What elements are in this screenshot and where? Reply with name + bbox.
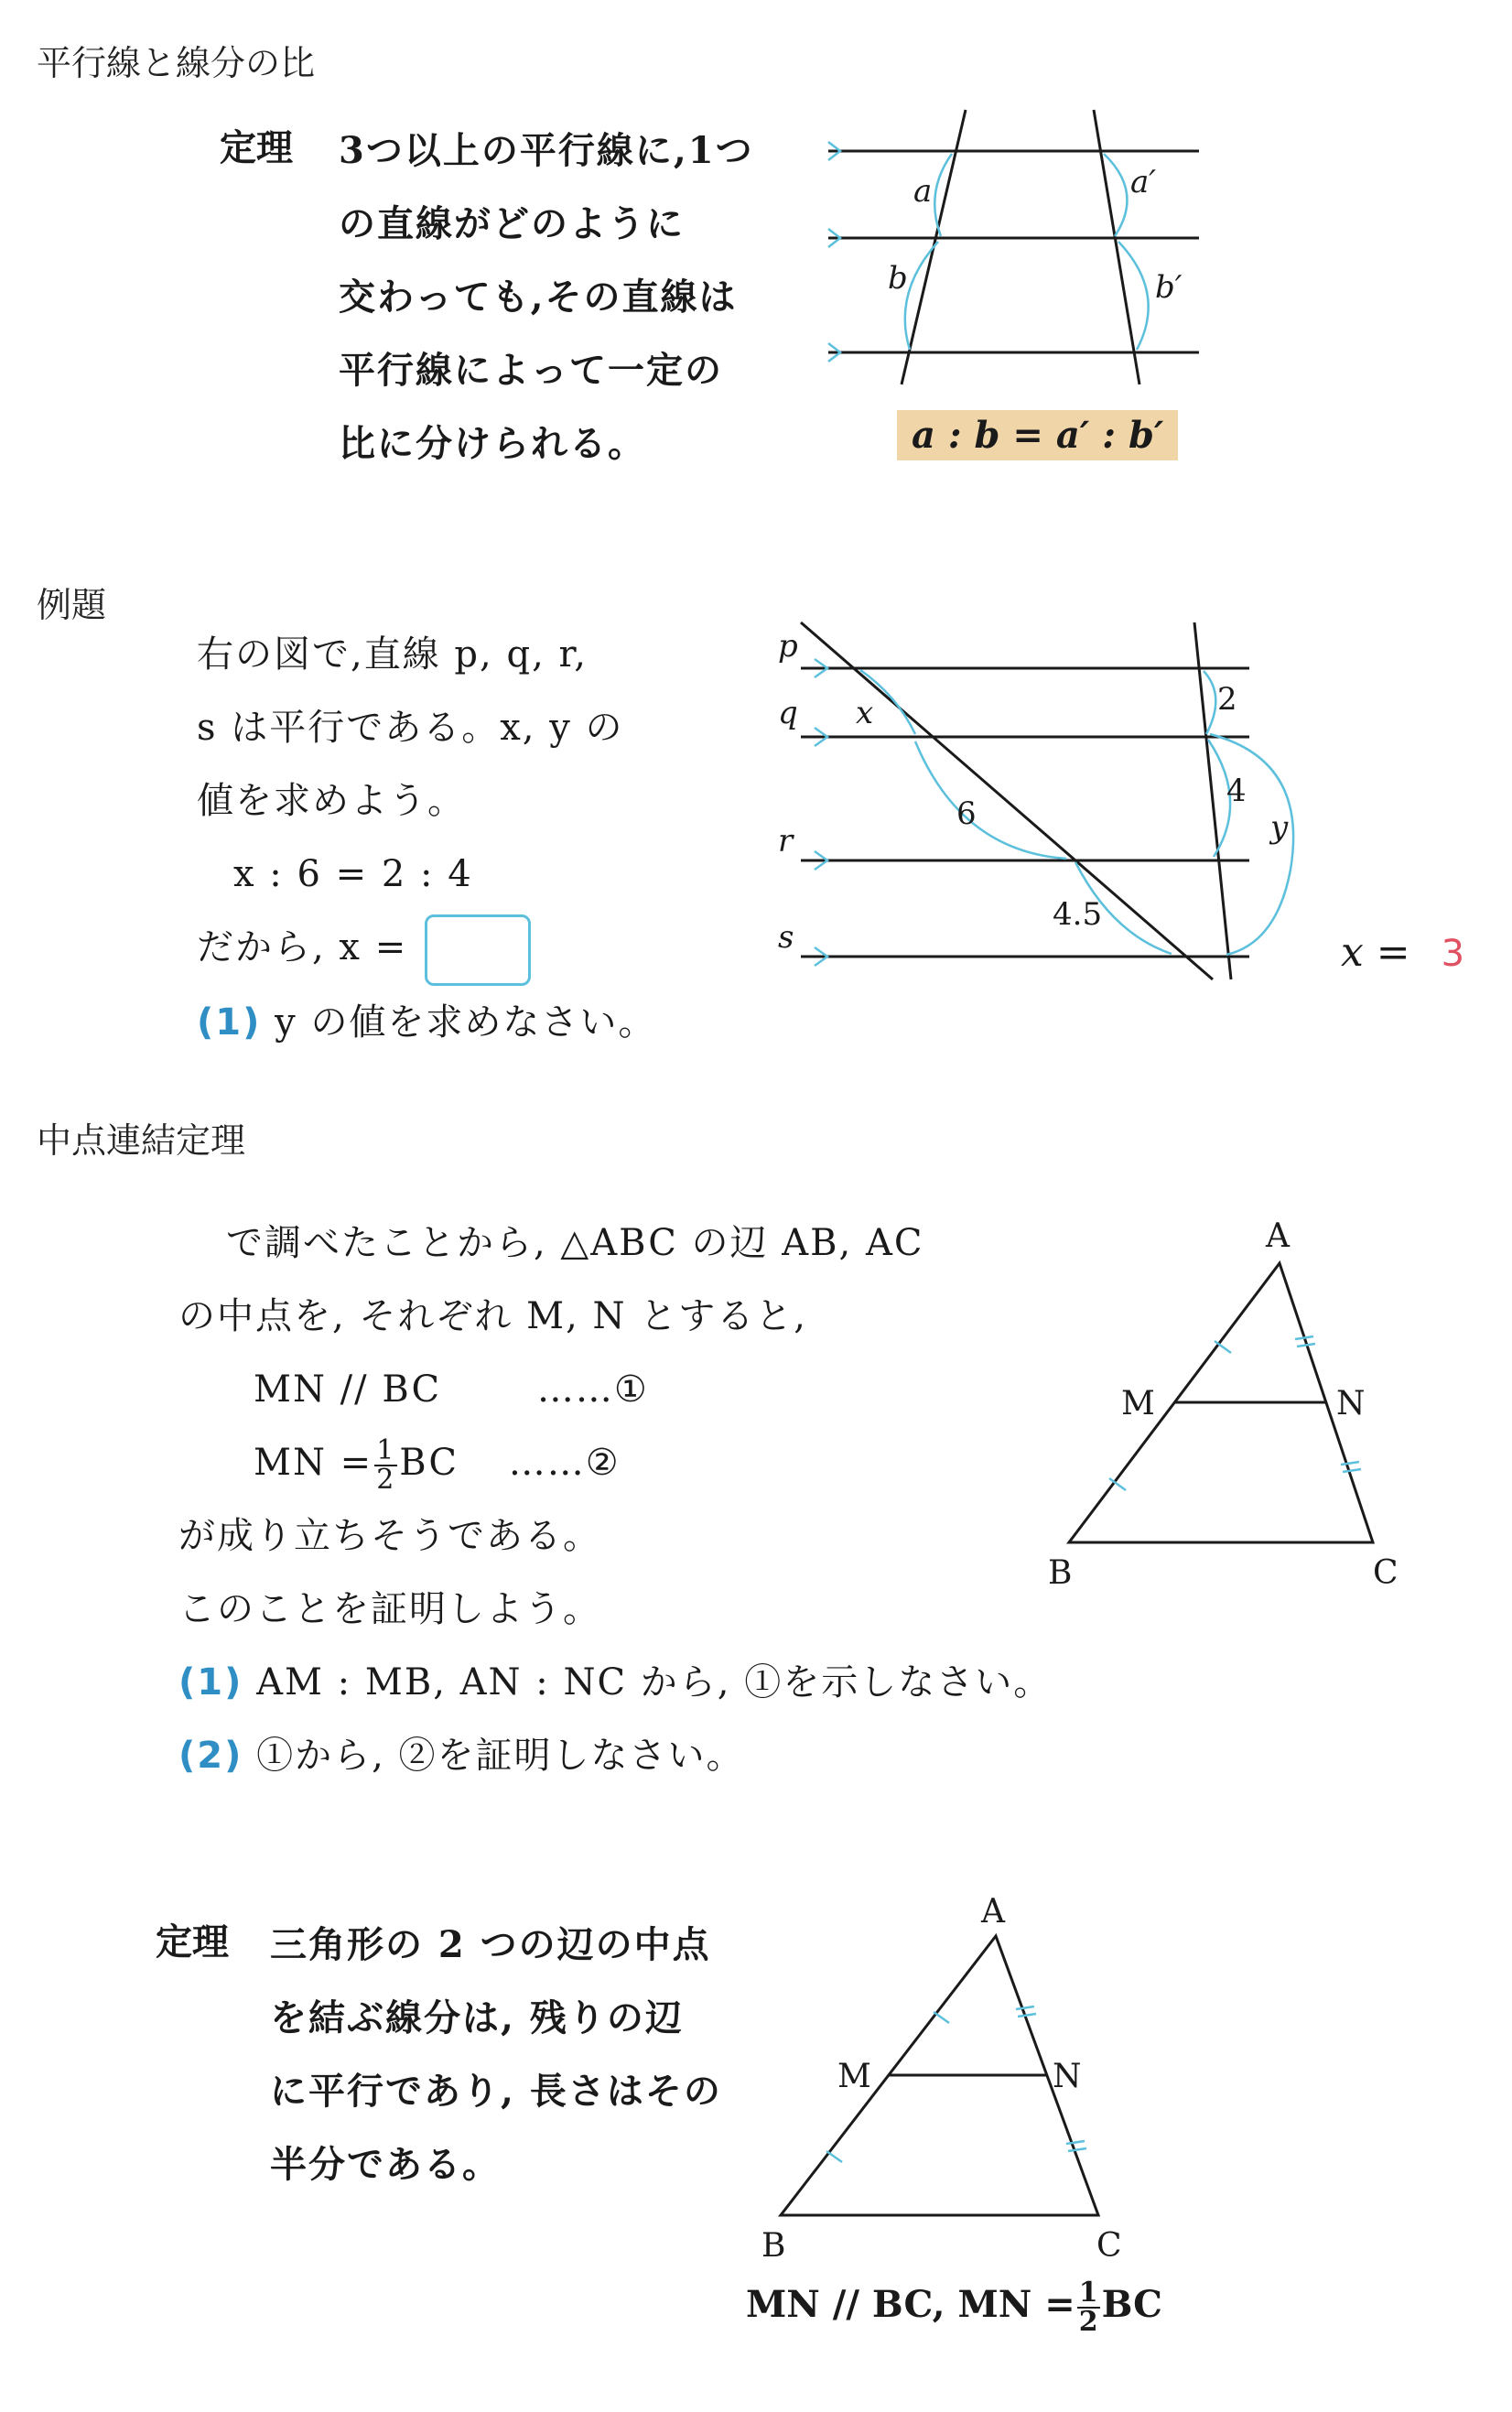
handwritten-value: 3 [1441,933,1465,975]
example-line: 右の図で,直線 p, q, r, [197,633,588,676]
caption-prefix: MN // BC, MN = [746,2283,1075,2326]
example-then [197,911,656,986]
theorem2-triangle-figure [751,1886,1135,2270]
theorem1-line: 比に分けられる。 [339,422,646,465]
midpoint-closing-line: が成り立ちそうである。 [178,1515,601,1557]
question-number: (2) [178,1735,243,1777]
eq2-numerator: 1 [376,1434,396,1466]
theorem1-line: 平行線によって一定の [339,349,723,392]
caption-fraction [1077,2279,1100,2336]
theorem2-body [270,1909,722,2201]
vertex-a-label: A [981,1893,1005,1931]
vertex-c-label: C [1096,2227,1122,2265]
question-text: y の値を求めなさい。 [275,1001,657,1044]
handwritten-label: x = [1341,929,1410,976]
theorem1-line: 3つ以上の平行線に,1つ [339,129,754,172]
theorem2-label: 定理 [156,1920,229,1963]
example-ratio: x : 6 = 2 : 4 [233,853,473,895]
vertex-b-label: B [761,2227,786,2265]
eq2-ref: ……② [508,1442,621,1484]
theorem1-line: の直線がどのように [339,202,685,245]
caption-suffix: BC [1101,2283,1162,2326]
example-body [197,618,656,1059]
section-title-parallel: 平行線と線分の比 [37,43,316,83]
label-a: a [913,173,933,210]
handwritten-answer [1341,929,1464,976]
question-number: (1) [197,1001,262,1044]
midpoint-intro-line: で調べたことから, △ABC の辺 AB, AC [226,1222,924,1264]
midpoint-m-label: M [1121,1385,1155,1422]
midpoint-question-1 [178,1646,1052,1719]
label-b: b [888,260,908,297]
midpoint-triangle-figure [1034,1208,1455,1611]
example-line: 値を求めよう。 [197,780,466,822]
midpoint-n-label: N [1336,1385,1366,1422]
question-text: AM : MB, AN : NC から, ①を示しなさい。 [256,1661,1053,1704]
theorem2-line: を結ぶ線分は, 残りの辺 [270,1996,684,2039]
label-q: q [778,695,798,731]
midpoint-question-2 [178,1719,1052,1792]
transversal-left [801,622,1213,979]
vertex-c-label: C [1373,1554,1399,1592]
theorem2-caption [746,2279,1162,2336]
theorem1-line: 交わっても,その直線は [339,276,738,319]
example-question-1 [197,986,656,1059]
label-s: s [778,919,794,956]
eq2-fraction [374,1434,397,1496]
question-text: ①から, ②を証明しなさい。 [256,1735,745,1777]
eq1-ref: ……① [536,1368,649,1411]
theorem2-line: 半分である。 [270,2143,501,2186]
caption-denominator: 2 [1078,2306,1098,2338]
vertex-b-label: B [1048,1554,1073,1592]
eq2-denominator: 2 [376,1464,396,1496]
question-number: (1) [178,1661,243,1704]
theorem2-line: 三角形の 2 つの辺の中点 [270,1923,711,1966]
eq2-prefix: MN = [254,1442,373,1484]
theorem1-label: 定理 [220,126,293,169]
transversal-right [1194,622,1231,979]
midpoint-eq1 [178,1353,1052,1426]
label-b-prime: b′ [1155,269,1183,306]
label-p: p [778,628,798,665]
label-y: y [1270,809,1289,846]
label-r: r [778,823,794,860]
example-figure [751,604,1318,1007]
eq1-text: MN // BC [254,1368,442,1411]
vertex-a-label: A [1266,1217,1290,1255]
section-title-midpoint: 中点連結定理 [37,1120,246,1161]
label-2: 2 [1217,681,1237,718]
theorem2-line: に平行であり, 長さはその [270,2070,722,2113]
section-title-example: 例題 [37,585,107,625]
midpoint-n-label: N [1053,2058,1082,2095]
theorem1-figure [815,101,1236,403]
midpoint-closing-line: このことを証明しよう。 [178,1588,601,1630]
midpoint-eq2 [178,1426,1052,1499]
midpoint-intro-line: の中点を, それぞれ M, N とすると, [178,1295,807,1337]
midpoint-m-label: M [837,2058,871,2095]
example-then-text: だから, x = [197,926,408,968]
midpoint-body [178,1206,1052,1792]
theorem1-formula: a : b = a′ : b′ [897,410,1178,460]
label-x: x [856,695,874,731]
caption-numerator: 1 [1078,2277,1098,2309]
label-a-prime: a′ [1130,164,1156,200]
label-4: 4 [1226,773,1247,809]
example-line: s は平行である。x, y の [197,707,624,749]
answer-box[interactable] [425,914,531,986]
label-6: 6 [956,795,977,832]
eq2-suffix: BC [399,1442,459,1484]
theorem1-body [339,114,754,481]
label-4-5: 4.5 [1053,896,1103,933]
